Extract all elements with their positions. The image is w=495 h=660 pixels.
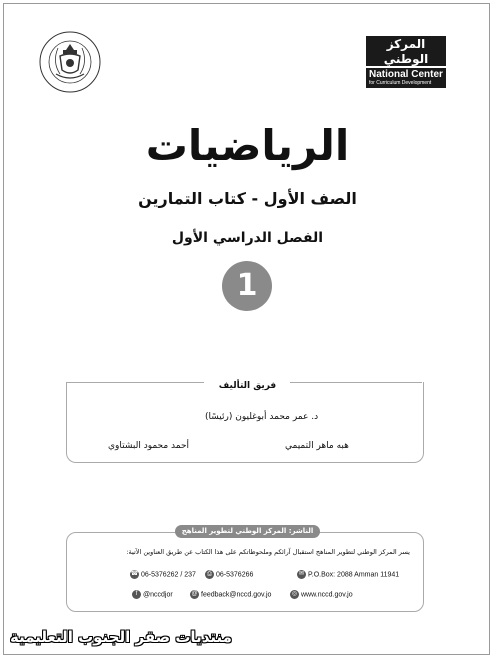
globe-icon: ◎ — [291, 591, 298, 597]
website-row[interactable] — [290, 590, 353, 599]
phone-row — [130, 570, 196, 579]
volume-number: 1 — [236, 268, 258, 303]
feedback-note: يسر المركز الوطني لتطوير المناهج استقبال آرائكم وملحوظاتكم على هذا الكتاب عن طريق العناوين الآتية: — [126, 548, 410, 556]
publisher-label: الناشر: المركز الوطني لتطوير المناهج — [175, 525, 320, 538]
semester-label: الفصل الدراسي الأول — [171, 230, 324, 246]
phone-number: 06-5376262 / 237 — [141, 571, 196, 579]
pobox-text: P.O.Box: 2088 Amman 11941 — [308, 571, 400, 579]
logo-english-line1: National Center — [369, 69, 443, 80]
facebook-row[interactable] — [132, 590, 173, 599]
team-heading — [0, 373, 495, 392]
logo-english-line2: for Curriculum Development — [369, 80, 432, 86]
author-member-2: أحمد محمود البشتاوي — [108, 441, 190, 451]
email-icon: @ — [191, 591, 198, 597]
website-url[interactable]: www.nccd.gov.jo — [301, 591, 353, 599]
ministry-emblem-icon — [38, 30, 102, 94]
book-title: الرياضيات — [145, 121, 350, 170]
book-subtitle: الصف الأول - كتاب التمارين — [138, 189, 357, 208]
forum-watermark: منتديات صقر الجنوب التعليمية — [10, 628, 232, 646]
logo-arabic-line1: المركز الوطني — [383, 37, 429, 66]
nccd-logo — [366, 36, 446, 86]
fax-icon: ⎙ — [205, 570, 214, 579]
author-member-1: هبه ماهر التميمي — [285, 441, 349, 451]
email-address[interactable]: feedback@nccd.gov.jo — [201, 591, 272, 599]
facebook-handle[interactable]: @nccdjor — [143, 591, 173, 599]
phone-icon: ☎ — [130, 571, 139, 577]
author-lead: د. عمر محمد أبوغليون (رئيسًا) — [205, 412, 319, 422]
team-heading-text: فريق التأليف — [213, 381, 282, 391]
pobox-row — [297, 570, 399, 579]
fax-row — [205, 570, 253, 579]
email-row[interactable] — [190, 590, 271, 599]
mailbox-icon: ✉ — [298, 571, 305, 577]
volume-badge — [222, 261, 272, 311]
fax-number: 06-5376266 — [216, 571, 254, 579]
facebook-icon: f — [132, 590, 141, 599]
